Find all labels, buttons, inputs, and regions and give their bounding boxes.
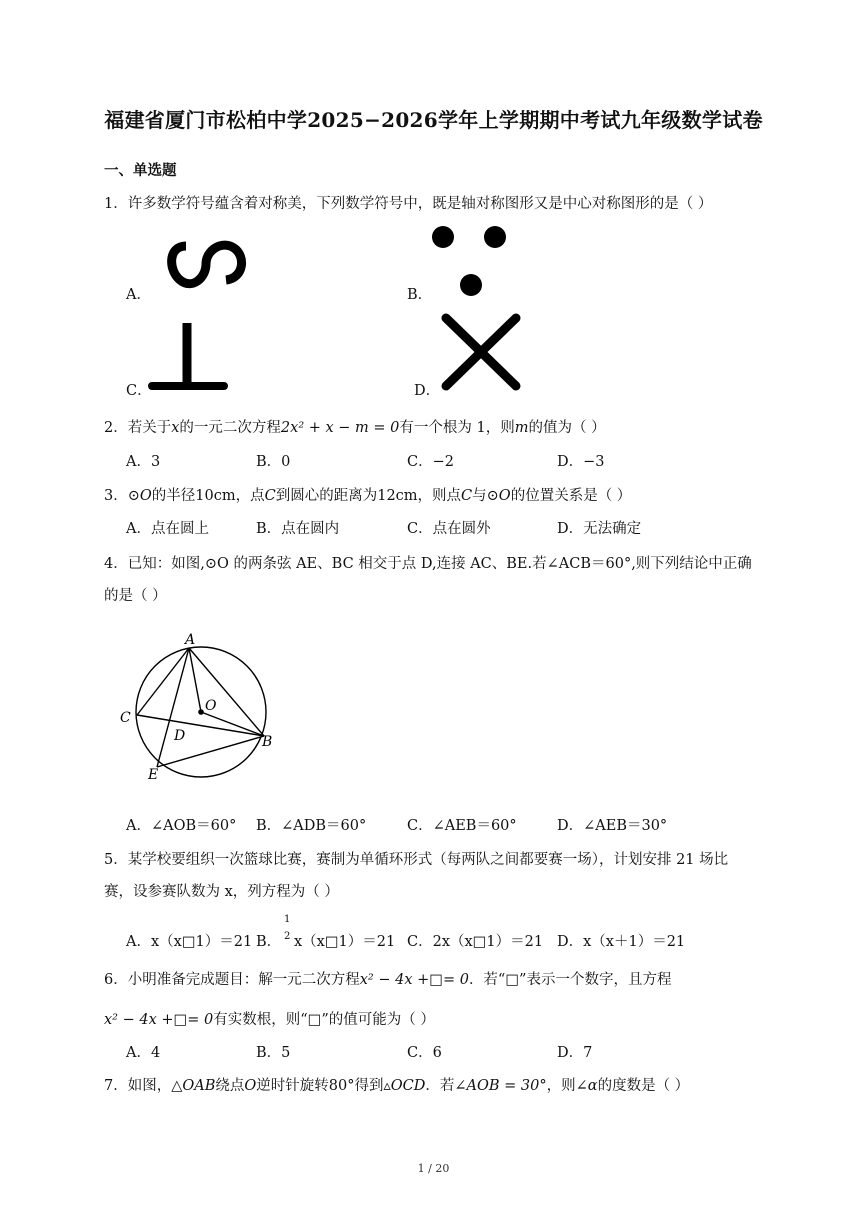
- q5-option-a: A．x（x□1）＝21: [126, 934, 253, 950]
- q6-option-d: D．7: [557, 1045, 593, 1061]
- q3-text-6: 的位置关系是（ ）: [510, 488, 632, 504]
- q3-point-c-2: C: [461, 488, 473, 504]
- q4-option-a: A．∠AOB＝60°: [126, 818, 237, 834]
- q1-option-b-label: B．: [407, 287, 433, 303]
- q7-text-3: 逆时针旋转: [256, 1078, 329, 1094]
- q7-text-2: 绕点: [215, 1078, 245, 1094]
- q7-angle-80: 80°: [328, 1078, 355, 1094]
- fraction-numerator: 1: [284, 914, 291, 925]
- q3-circle-o: ⊙O: [127, 488, 152, 504]
- q2-option-b: B．0: [256, 454, 291, 470]
- q6-text-3: 有实数根，则“□”的值可能为（ ）: [213, 1012, 435, 1028]
- q6-option-c: C．6: [407, 1045, 442, 1061]
- q1-option-c-label: C．: [126, 383, 152, 399]
- q2-text-2: 的一元二次方程: [179, 420, 281, 436]
- q5-stem-line-2: 赛，设参赛队数为 x，列方程为（ ）: [104, 884, 339, 900]
- q3-text-5: 与: [472, 488, 487, 504]
- label-e: E: [148, 767, 159, 783]
- q7-angle-alpha: ∠α: [575, 1078, 598, 1094]
- q7-triangle-oab: △OAB: [171, 1078, 216, 1094]
- q1-option-d-x-symbol: [440, 312, 522, 392]
- q6-equation: x² − 4x +□= 0: [359, 972, 469, 988]
- q4-option-b: B．∠ADB＝60°: [256, 818, 367, 834]
- q7-angle-aob: ∠AOB = 30°: [454, 1078, 547, 1094]
- q2-var-m: m: [514, 420, 529, 436]
- q2-var-x: x: [171, 420, 180, 436]
- q4-stem-line-1: 4．已知：如图,⊙O 的两条弦 AE、BC 相交于点 D,连接 AC、BE.若∠ACB＝60°,则下列结论中正确: [104, 556, 752, 572]
- q5-option-b-label: B．: [256, 934, 282, 950]
- q5-option-b-fraction: [284, 914, 290, 942]
- q6-equation-2: x² − 4x +□= 0: [104, 1012, 214, 1028]
- q7-text-4: 得到: [354, 1078, 384, 1094]
- label-o: O: [205, 698, 217, 714]
- q3-text-1: 的半径: [151, 488, 196, 504]
- q3-point-c: C: [264, 488, 276, 504]
- q7-stem: [104, 1074, 689, 1095]
- q3-circle-o-2: ⊙O: [486, 488, 511, 504]
- q1-option-a-s-symbol: [164, 238, 250, 290]
- q3-text-2: ，点: [235, 488, 265, 504]
- q6-stem-line-1: [104, 968, 671, 989]
- q4-circle-figure: [112, 630, 292, 790]
- label-c: C: [120, 710, 131, 726]
- q7-triangle-ocd: ▵OCD: [383, 1078, 426, 1094]
- label-d: D: [174, 728, 186, 744]
- label-a: A: [185, 632, 196, 648]
- q6-option-a: A．4: [126, 1045, 161, 1061]
- q6-text-1: 6．小明准备完成题目：解一元二次方程: [104, 972, 360, 988]
- q2-option-c: C．−2: [407, 454, 454, 470]
- q4-option-c: C．∠AEB＝60°: [407, 818, 517, 834]
- q3-option-b: B．点在圆内: [256, 521, 340, 537]
- q3-text-4: ，则点: [417, 488, 462, 504]
- q1-option-b-therefore-symbol: [428, 224, 514, 300]
- page-number: 1 / 20: [417, 1162, 450, 1175]
- q3-radius: 10cm: [195, 488, 236, 504]
- q2-text-1: 2．若关于: [104, 420, 172, 436]
- q2-option-d: D．−3: [557, 454, 605, 470]
- q7-text-7: 的度数是（ ）: [597, 1078, 690, 1094]
- q3-stem: 3．⊙O的半径10cm，点C到圆心的距离为12cm，则点C与⊙O的位置关系是（ ）: [104, 488, 632, 504]
- q1-option-d-label: D．: [414, 383, 441, 399]
- q3-option-c: C．点在圆外: [407, 521, 491, 537]
- q7-text-6: ，则: [546, 1078, 576, 1094]
- q6-text-2: ．若“□”表示一个数字，且方程: [468, 972, 672, 988]
- q5-option-c: C．2x（x□1）＝21: [407, 934, 544, 950]
- page-title: 福建省厦门市松柏中学2025−2026学年上学期期中考试九年级数学试卷: [104, 108, 763, 132]
- q5-option-b-expression: x（x□1）＝21: [294, 934, 396, 950]
- q6-option-b: B．5: [256, 1045, 291, 1061]
- q4-option-d: D．∠AEB＝30°: [557, 818, 668, 834]
- section-heading: 一、单选题: [104, 162, 177, 179]
- q2-equation: 2x² + x − m = 0: [280, 420, 400, 436]
- q7-text-1: 7．如图，: [104, 1078, 172, 1094]
- q3-option-d: D．无法确定: [557, 521, 642, 537]
- q1-option-a-label: A．: [126, 287, 151, 303]
- q3-text-3: 到圆心的距离为: [275, 488, 378, 504]
- fraction-denominator: 2: [284, 931, 291, 942]
- q2-text-3: 有一个根为 1，则: [399, 420, 515, 436]
- q5-stem-line-1: 5．某学校要组织一次篮球比赛，赛制为单循环形式（每两队之间都要赛一场），计划安排 21 场比: [104, 852, 729, 868]
- label-b: B: [262, 734, 273, 750]
- q6-stem-line-2: [104, 1008, 435, 1029]
- q2-option-a: A．3: [126, 454, 161, 470]
- q1-option-c-perp-symbol: [148, 320, 228, 392]
- q7-text-5: ．若: [425, 1078, 455, 1094]
- q2-stem: [104, 416, 606, 437]
- q2-text-4: 的值为（ ）: [528, 420, 606, 436]
- q3-option-a: A．点在圆上: [126, 521, 209, 537]
- q3-distance: 12cm: [377, 488, 418, 504]
- q1-stem: 1．许多数学符号蕴含着对称美，下列数学符号中，既是轴对称图形又是中心对称图形的是（ ）: [104, 196, 713, 212]
- q4-stem-line-2: 的是（ ）: [104, 588, 167, 604]
- q7-point-o: O: [244, 1078, 257, 1094]
- q5-option-d: D．x（x＋1）＝21: [557, 934, 686, 950]
